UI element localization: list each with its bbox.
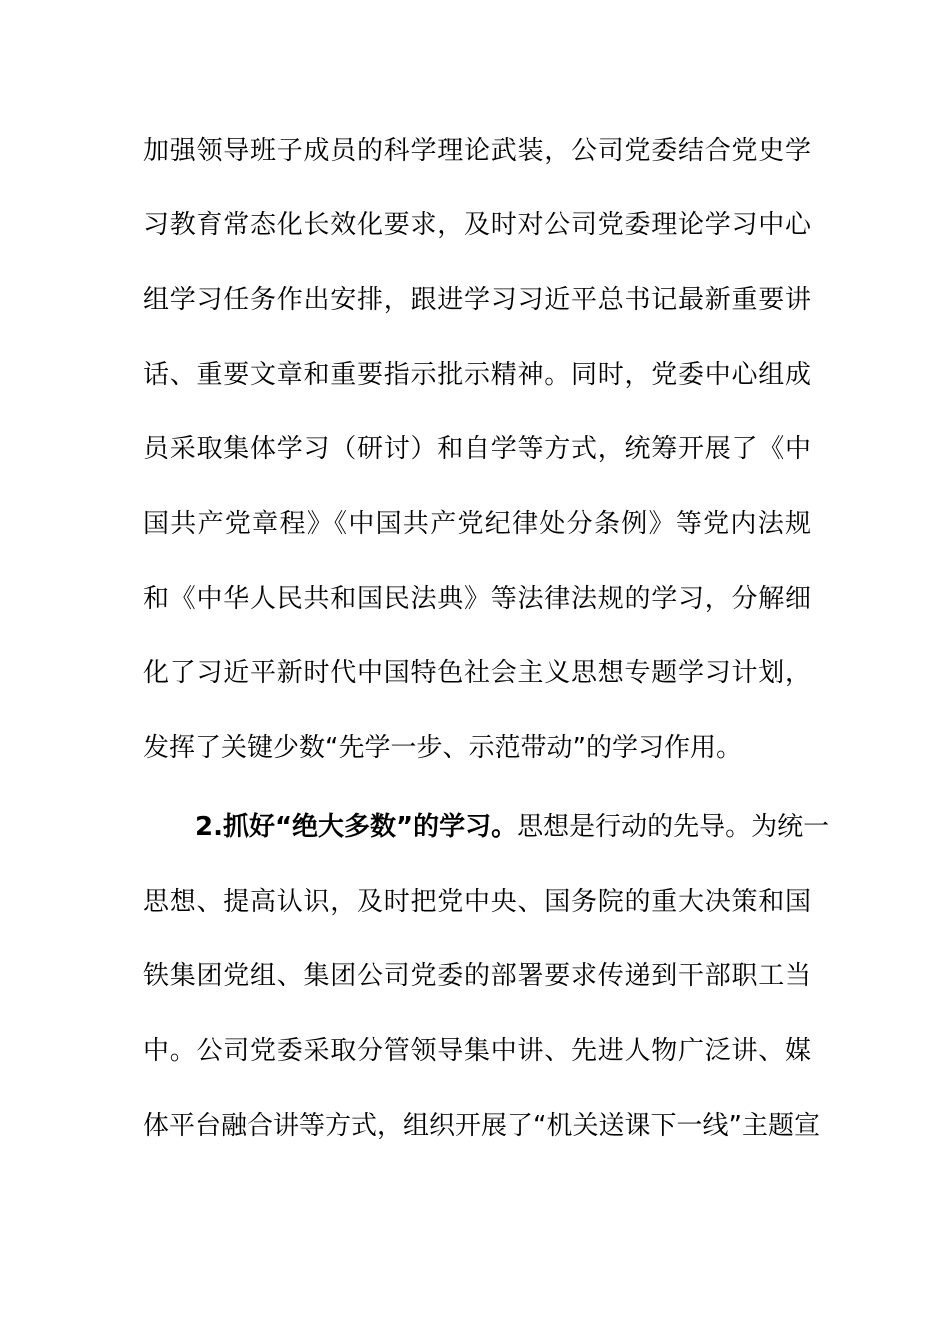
- paragraph-1-line-8: 化了习近平新时代中国特色社会主义思想专题学习计划，: [143, 658, 811, 688]
- paragraph-1-line-2: 习教育常态化长效化要求，及时对公司党委理论学习中心: [143, 210, 811, 240]
- paragraph-1-line-3: 组学习任务作出安排，跟进学习习近平总书记最新重要讲: [143, 285, 811, 315]
- paragraph-2-line-1: [195, 809, 830, 845]
- paragraph-2-line-3: 铁集团党组、集团公司党委的部署要求传递到干部职工当: [143, 961, 811, 991]
- paragraph-1-line-9: 发挥了关键少数“先学一步、示范带动”的学习作用。: [143, 733, 742, 763]
- paragraph-1-line-1: 加强领导班子成员的科学理论武装，公司党委结合党史学: [143, 136, 811, 166]
- paragraph-2-line-4: 中。公司党委采取分管领导集中讲、先进人物广泛讲、媒: [143, 1036, 811, 1066]
- paragraph-2-line-5: 体平台融合讲等方式，组织开展了“机关送课下一线”主题宣: [143, 1111, 820, 1141]
- paragraph-1-line-5: 员采取集体学习（研讨）和自学等方式，统筹开展了《中: [143, 434, 811, 464]
- paragraph-1-line-7: 和《中华人民共和国民法典》等法律法规的学习，分解细: [143, 584, 811, 614]
- paragraph-1-line-6: 国共产党章程》《中国共产党纪律处分条例》等党内法规: [143, 509, 811, 539]
- paragraph-2-line-2: 思想、提高认识，及时把党中央、国务院的重大决策和国: [143, 887, 811, 917]
- section-heading: 2.抓好“绝大多数”的学习。: [195, 812, 518, 842]
- paragraph-1-line-4: 话、重要文章和重要指示批示精神。同时，党委中心组成: [143, 360, 811, 390]
- paragraph-2-line-1-text: 思想是行动的先导。为统一: [517, 812, 830, 842]
